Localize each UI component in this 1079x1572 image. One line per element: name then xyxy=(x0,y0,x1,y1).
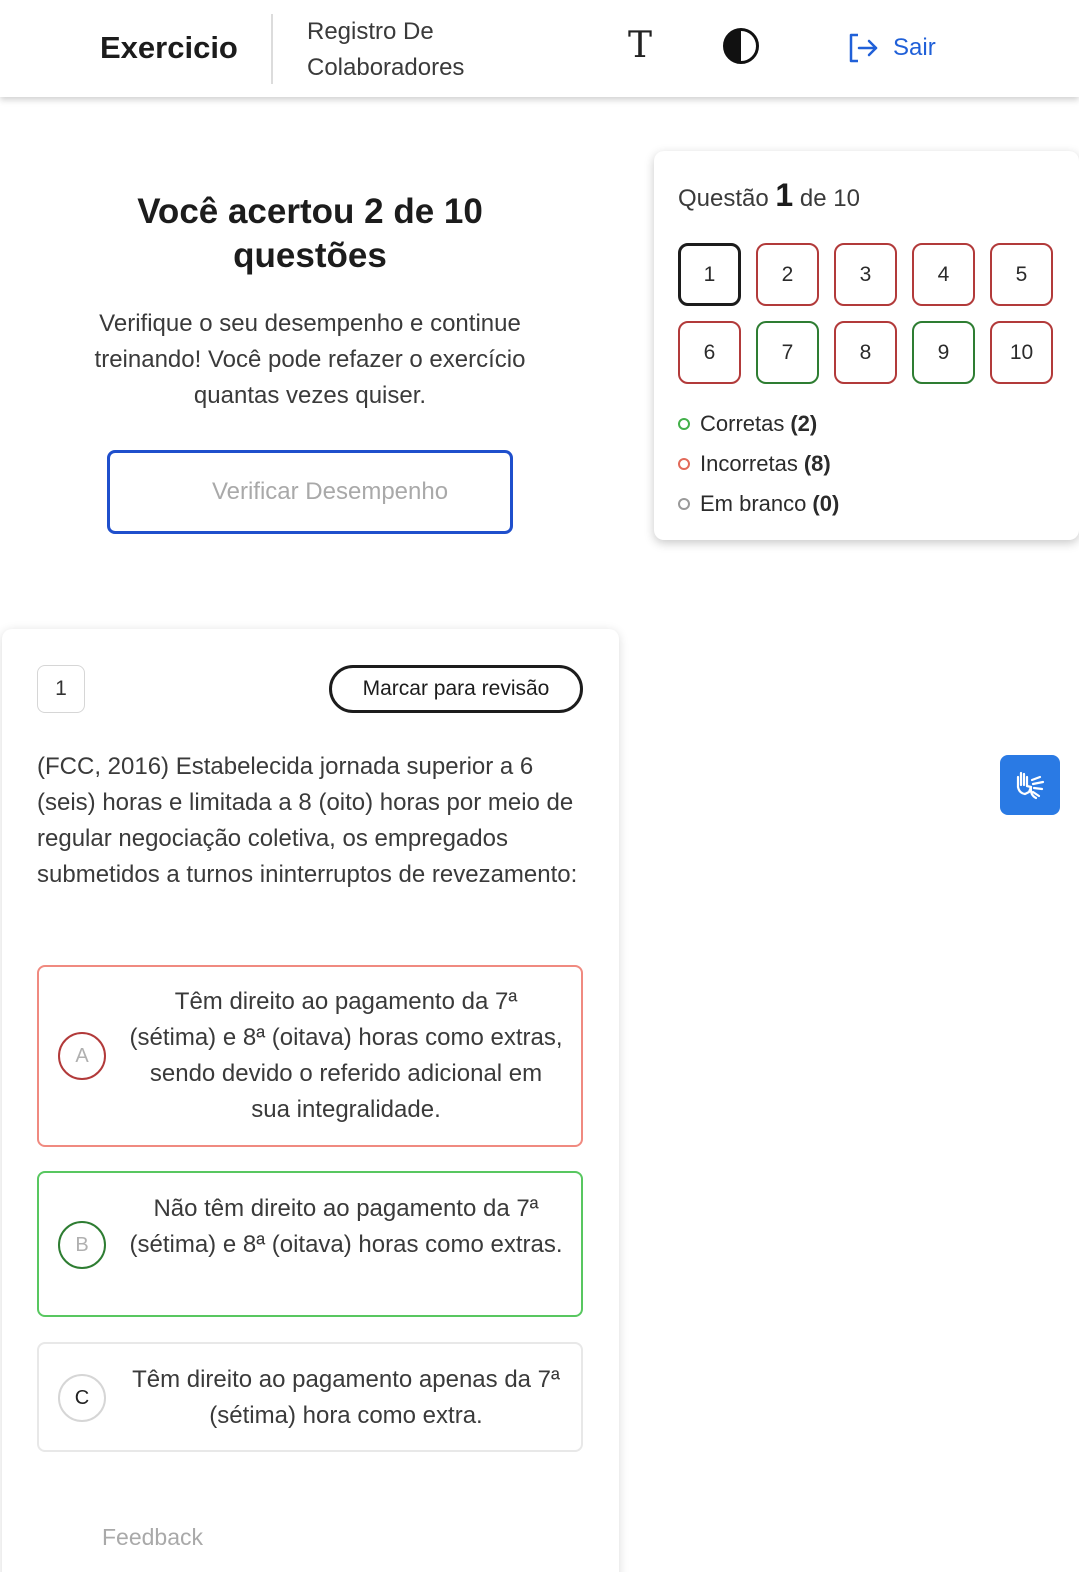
legend-count: (2) xyxy=(790,411,818,436)
option-letter: B xyxy=(58,1221,106,1269)
question-grid xyxy=(678,243,1058,384)
legend-dot-icon xyxy=(678,498,690,510)
font-size-button[interactable]: T xyxy=(627,25,652,66)
verify-performance-label: Verificar Desempenho xyxy=(211,478,449,505)
option-letter: A xyxy=(58,1032,106,1080)
mark-for-review-button[interactable]: Marcar para revisão xyxy=(329,665,583,713)
logout-icon xyxy=(846,31,880,65)
legend-dot-icon xyxy=(678,418,690,430)
brand-title: Exercicio xyxy=(100,30,238,65)
sign-language-button[interactable] xyxy=(1000,755,1060,815)
question-nav-button[interactable]: 7 xyxy=(756,321,819,384)
question-nav-button[interactable]: 8 xyxy=(834,321,897,384)
contrast-button[interactable] xyxy=(722,27,760,65)
question-nav-button[interactable]: 3 xyxy=(834,243,897,306)
legend-label: Em branco xyxy=(700,491,807,516)
legend-item xyxy=(678,484,839,524)
question-number-badge: 1 xyxy=(37,665,85,713)
question-nav-button[interactable]: 1 xyxy=(678,243,741,306)
header-divider xyxy=(271,14,273,84)
option-letter: C xyxy=(58,1374,106,1422)
question-nav-button[interactable]: 5 xyxy=(990,243,1053,306)
result-description: Verifique o seu desempenho e continue treinando! Você pode refazer o exercício quantas vezes quiser. xyxy=(94,310,526,409)
legend-count: (8) xyxy=(803,451,831,476)
verify-performance-button[interactable] xyxy=(107,450,513,534)
question-statement: (FCC, 2016) Estabelecida jornada superior a 6 (seis) horas e limitada a 8 (oito) horas por meio de regular negociação coletiva, os empregados submetidos a turnos ininterruptos de revezamento: xyxy=(37,753,578,888)
logout-label: Sair xyxy=(893,34,936,61)
legend-count: (0) xyxy=(812,491,840,516)
legend-item xyxy=(678,404,839,444)
heading-prefix: Questão xyxy=(678,185,769,212)
current-question-number: 1 xyxy=(775,177,794,213)
logout-button[interactable] xyxy=(846,30,936,66)
option-a[interactable] xyxy=(37,965,583,1147)
question-nav-button[interactable]: 2 xyxy=(756,243,819,306)
legend-dot-icon xyxy=(678,458,690,470)
question-nav-button[interactable]: 9 xyxy=(912,321,975,384)
sign-language-icon xyxy=(1010,765,1050,805)
option-b[interactable] xyxy=(37,1171,583,1317)
legend-label: Incorretas xyxy=(700,451,798,476)
result-title: Você acertou 2 de 10 questões xyxy=(137,192,483,275)
question-card xyxy=(2,629,619,1572)
legend-label: Corretas xyxy=(700,411,785,436)
heading-suffix: de 10 xyxy=(799,185,860,212)
option-text: Têm direito ao pagamento apenas da 7ª (sétima) hora como extra. xyxy=(132,1366,560,1429)
top-header xyxy=(0,0,1079,97)
option-text: Têm direito ao pagamento da 7ª (sétima) e 8ª (oitava) horas como extras, sendo devido o referido adicional em sua integralidade. xyxy=(129,988,563,1123)
status-legend xyxy=(678,404,839,524)
navigator-heading xyxy=(678,177,860,214)
header-subtitle: Registro De Colaboradores xyxy=(307,18,465,81)
question-nav-button[interactable]: 6 xyxy=(678,321,741,384)
question-nav-button[interactable]: 4 xyxy=(912,243,975,306)
question-nav-button[interactable]: 10 xyxy=(990,321,1053,384)
legend-item xyxy=(678,444,839,484)
option-c[interactable] xyxy=(37,1342,583,1452)
question-navigator xyxy=(654,151,1079,540)
contrast-icon xyxy=(722,27,760,65)
option-text: Não têm direito ao pagamento da 7ª (sétima) e 8ª (oitava) horas como extras. xyxy=(129,1195,563,1258)
feedback-link[interactable]: Feedback xyxy=(102,1524,204,1550)
